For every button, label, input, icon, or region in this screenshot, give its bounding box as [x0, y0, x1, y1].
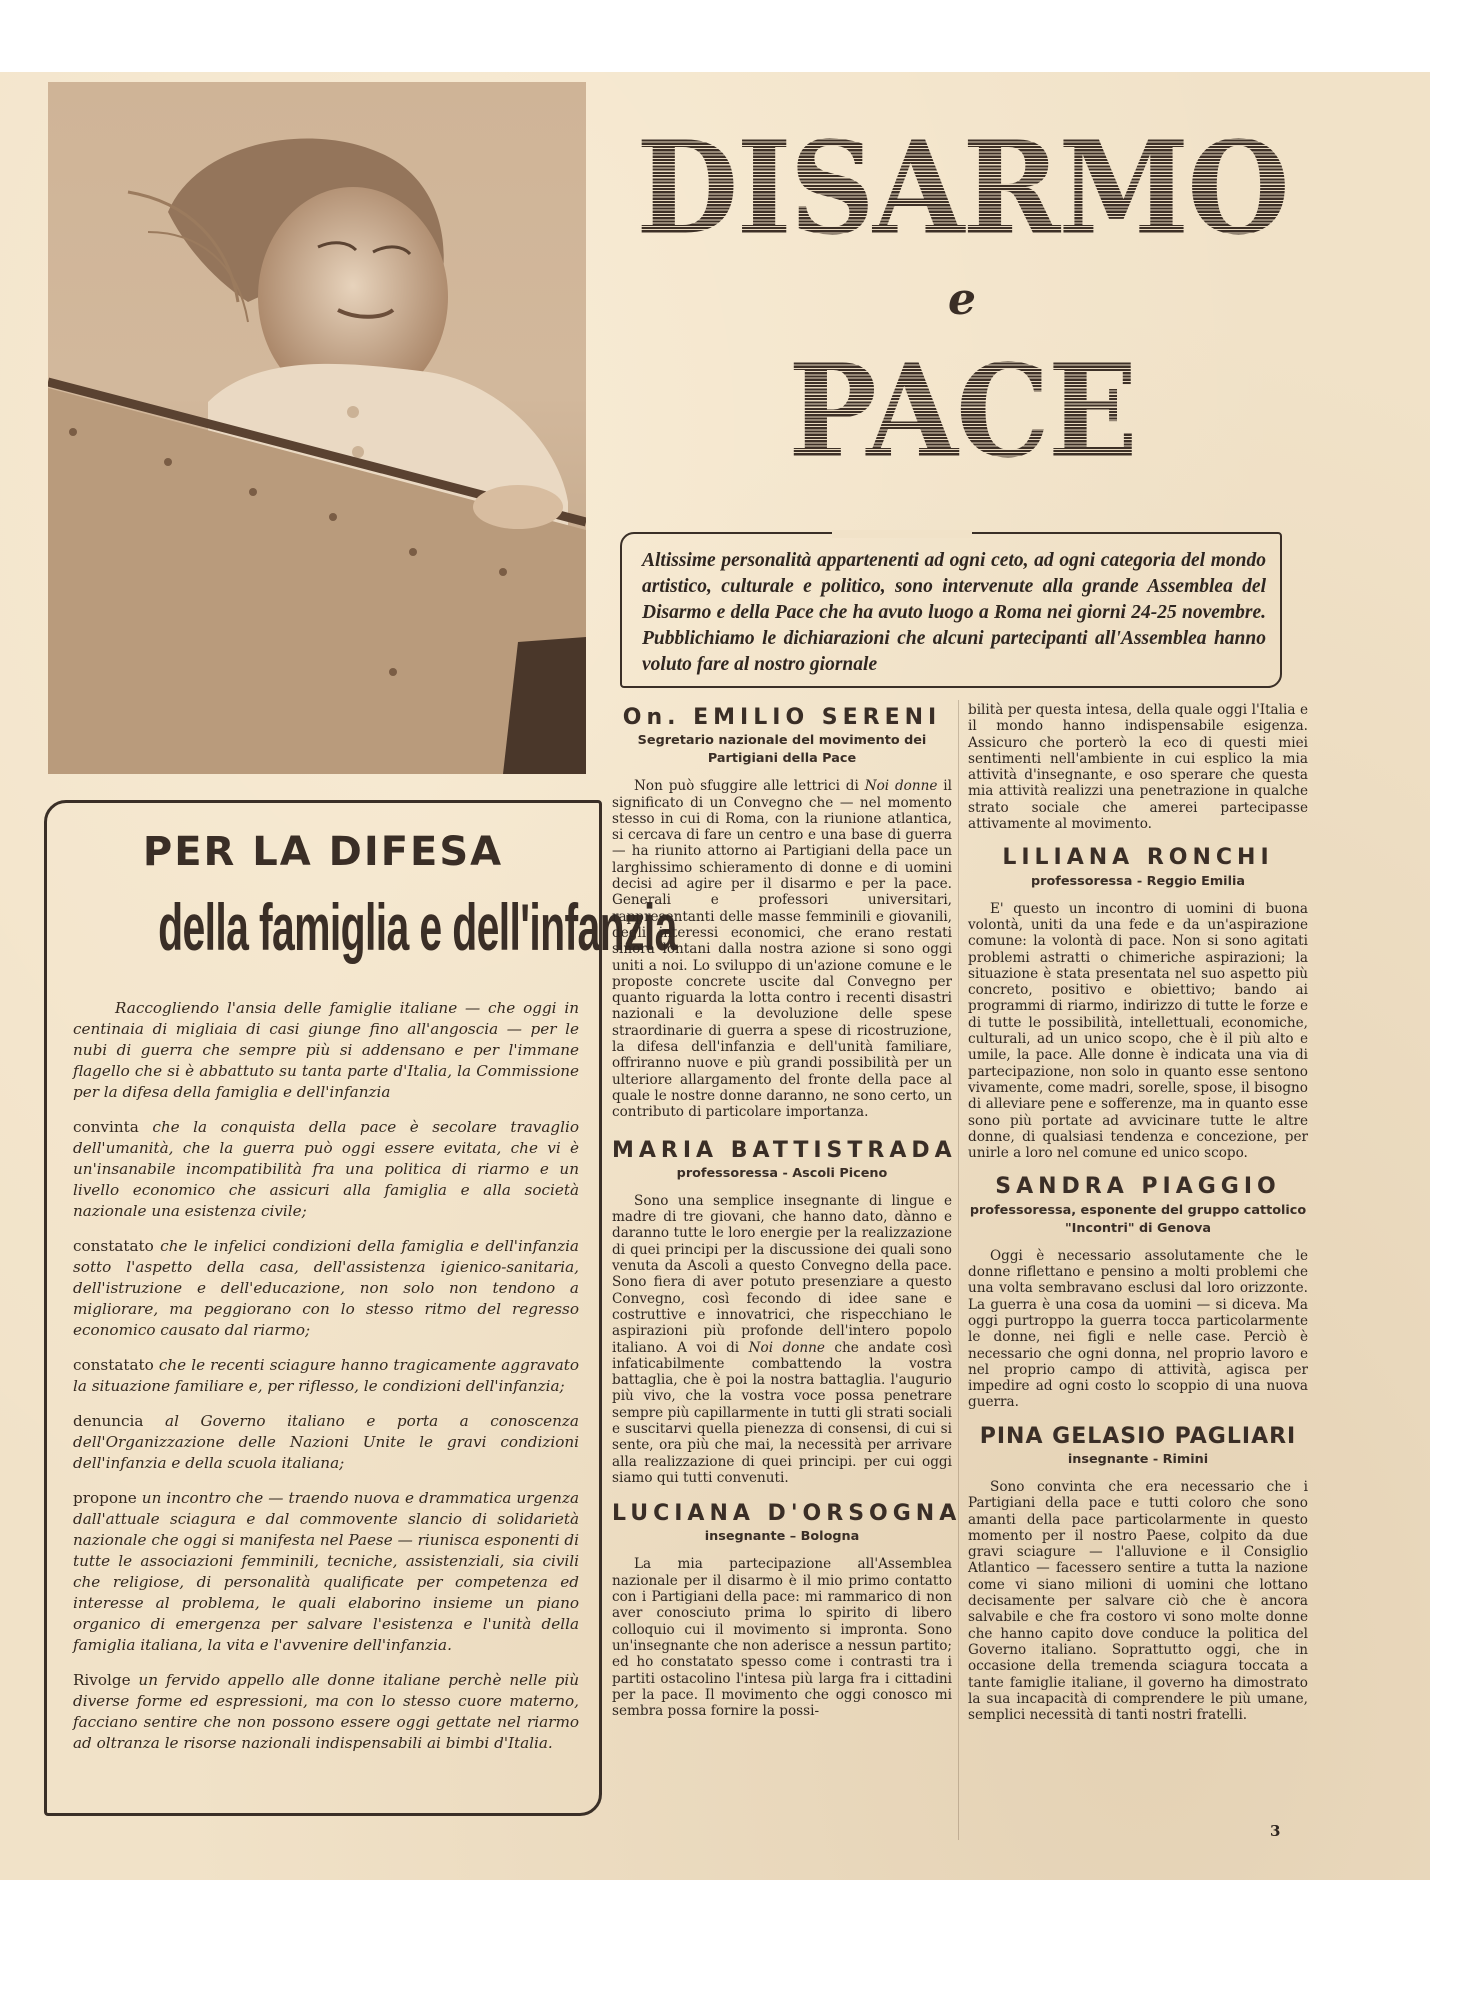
statement-text: Non può sfuggire alle lettrici di Noi donne il significato di un Convegno che — nel momento stesso in cui di Roma, con la riunione atlantica, si cercava di fare un centro e una base di guerra — ha riunito attorno ai Partigiani della pace un larghissimo schieramento di donne e di uomini decisi ad agire per il disarmo e per la pace. Generali e professori universitari, rappresentanti delle masse femminili e giovanili, degli interessi economici, che erano restati sinora lontani dalla nostra azione si sono oggi uniti a noi. Lo sviluppo di un'azione comune e le proposte concrete uscite dal Convegno per quanto riguarda la lotta contro i recenti disastri nazionali e la devoluzione delle spese straordinarie di guerra a spese di ricostruzione, la difesa dell'infanzia e dell'unità familiare, offriranno nuove e più grandi possibilità per un ulteriore allargamento del fronte della pace al quale le nostre donne daranno, ne sono certo, un contributo di particolare importanza. — [612, 778, 952, 1121]
statement-role: Segretario nazionale del movimento dei Partigiani della Pace — [637, 733, 927, 767]
headline-disarmo: DISARMO — [612, 123, 1312, 253]
statement-name: LILIANA RONCHI — [1002, 845, 1274, 871]
article-title: della famiglia e dell'infanzia — [158, 890, 677, 964]
article-paragraph: constatato che le recenti sciagure hanno tragicamente aggravato la situazione familiare e, per riflesso, le condizioni dell'infanzia; — [73, 1356, 579, 1395]
statement-role: insegnante – Bologna — [704, 1529, 860, 1545]
article-paragraph: Raccogliendo l'ansia delle famiglie italiane — che oggi in centinaia di migliaia di casi giunge fino all'angoscia — per le nubi di guerra che sempre più si addensano e per l'immane flagello che si è abbattuto su tanta parte d'Italia, la Commissione per la difesa della famiglia e dell'infanzia — [73, 999, 579, 1101]
statement-text: Sono una semplice insegnante di lingue e madre di tre giovani, che hanno dato, dànno e daranno tutte le loro energie per la realizzazione di quei principi per la discussione dei quali sono venuta da Ascoli a questo Convegno della pace. Sono fiera di aver potuto presenziare a questo Convegno, così fecondo di idee sane e costruttive e innovatrici, che rispecchiano le aspirazioni più profonde dell'intero popolo italiano. A voi di Noi donne che andate così infaticabilmente combattendo la vostra battaglia, che è poi la nostra battaglia. l'augurio più vivo, che la vostra voce possa penetrare sempre più capillarmente in tutti gli strati sociali e suscitarvi quella pienezza di consensi, di cui si sente, ora più che mai, la necessità per arrivare alla realizzazione di quei principi. per cui oggi siamo qui tutti convenuti. — [612, 1192, 952, 1486]
child-photo-illustration — [48, 82, 586, 774]
statements-column-2 — [968, 702, 1308, 1723]
statement-role: professoressa, esponente del gruppo cattolico "Incontri" di Genova — [969, 1202, 1307, 1236]
child-photo — [48, 82, 586, 774]
main-headline — [612, 112, 1312, 486]
statement-name: LUCIANA D'ORSOGNA — [612, 1501, 962, 1527]
page-number: 3 — [1270, 1822, 1281, 1840]
article-kicker: PER LA DIFESA — [142, 829, 504, 875]
statement-role: professoressa - Ascoli Piceno — [676, 1165, 888, 1181]
article-paragraph: Rivolge un fervido appello alle donne italiane perchè nelle più diverse forme ed espressioni, ma con lo stesso cuore materno, facciano sentire che non possono essere oggi gettate nel riarmo ad oltranza le risorse nazionali indispensabili ai bimbi d'Italia. — [73, 1671, 579, 1752]
family-defense-article — [44, 800, 677, 1816]
statement-name: On. EMILIO SERENI — [622, 705, 942, 730]
statement-text: Sono convinta che era necessario che i Partigiani della pace e tutti coloro che sono amanti della pace particolarmente in questo momento per il nostro Paese, colpito da due gravi sciagure — l'alluvione e il Consiglio Atlantico — facessero sentire a tutta la nazione come vi siano milioni di uomini che lottano decisamente per salvare ciò che è ancora salvabile e che fra costoro vi sono molte donne che hanno capito dove conduce la politica del Governo italiano. Soprattutto oggi, che in occasione della tremenda sciagura toccata a tante famiglie italiane, il governo ha dimostrato la sua incapacità di comprendere le più umane, semplici necessità di tanti nostri fratelli. — [968, 1478, 1308, 1724]
statement-text: La mia partecipazione all'Assemblea nazionale per il disarmo è il mio primo contatto con i Partigiani della pace: mi rammarico di non aver conosciuto prima lo spirito di libero colloquio cui il movimento si impronta. Sono un'insegnante che non aderisce a nessun partito; ed ho constatato spesso come i contrasti tra i partiti ostacolino l'intesa più larga fra i cittadini per la pace. Il movimento che oggi conosco mi sembra possa fornire la possi- — [612, 1556, 952, 1720]
statement-role: professoressa - Reggio Emilia — [1031, 873, 1245, 889]
statements-column-1 — [612, 702, 962, 1720]
intro-box-gap — [832, 530, 972, 538]
statement-role: insegnante - Rimini — [1067, 1451, 1209, 1467]
article-body — [73, 998, 579, 1768]
article-paragraph: denuncia al Governo italiano e porta a conoscenza dell'Organizzazione delle Nazioni Unite le gravi condizioni dell'infanzia e della scuola italiana; — [73, 1412, 579, 1472]
headline-pace: PACE — [612, 346, 1312, 476]
intro-box — [620, 532, 1282, 688]
headline-conjunction: e — [948, 274, 976, 325]
statement-text: E' questo un incontro di uomini di buona volontà, uniti da una fede e da un'aspirazione comune: la volontà di pace. Non si sono agitati problemi astratti o chimeriche aspirazioni; la situazione è stata presentata nel suo aspetto più concreto, positivo e obiettivo; bando ai programmi di riarmo, indirizzo di tutte le forze e di tutte le possibilità, intellettuali, economiche, culturali, ad un unico scopo, che è il più alto e umile, la pace. Alle donne è indicata una via di partecipazione, non solo in quanto esse sentono vivamente, come madri, sorelle, spose, il bisogno di alleviare pene e sofferenze, ma in quanto esse sono più portate ad avvicinare tutte le altre donne, di qualsiasi tendenza e concezione, per unirle a loro nel comune ed unico scopo. — [968, 900, 1308, 1162]
intro-text: Altissime personalità appartenenti ad ogni ceto, ad ogni categoria del mondo artistico, culturale e politico, sono intervenute alla grande Assemblea del Disarmo e della Pace che ha avuto luogo a Roma nei giorni 24-25 novembre. Pubblichiamo le dichiarazioni che alcuni partecipanti all'Assemblea hanno voluto fare al nostro giornale — [642, 550, 1266, 675]
article-paragraph: convinta che la conquista della pace è secolare travaglio dell'umanità, che la guerra può oggi essere evitata, che vi è un'insanabile incompatibilità fra una politica di riarmo e un livello economico che assicuri alla famiglia e alla società nazionale una esistenza civile; — [73, 1118, 579, 1220]
statement-name: MARIA BATTISTRADA — [612, 1137, 957, 1163]
column-divider — [958, 700, 959, 1840]
statement-name: PINA GELASIO PAGLIARI — [979, 1423, 1297, 1449]
article-paragraph: propone un incontro che — traendo nuova e drammatica urgenza dall'attuale sciagura e dal commovente slancio di solidarietà nazionale che oggi si manifesta nel Paese — riunisca esponenti di tutte le associazioni femminili, tecniche, assistenziali, sia civili che religiose, di personalità qualificate per competenza ed interesse al problema, le quali elaborino insieme un piano organico di emergenza per salvare l'esistenza e l'unità della famiglia italiana, la vita e l'avvenire dell'infanzia. — [73, 1489, 579, 1654]
statement-name: SANDRA PIAGGIO — [995, 1174, 1281, 1200]
article-paragraph: constatato che le infelici condizioni della famiglia e dell'infanzia sotto l'aspetto della casa, dell'assistenza igienico-sanitaria, dell'istruzione e dell'educazione, non solo non tendono a migliorare, ma peggiorano con lo stesso ritmo del regresso economico causato dal riarmo; — [73, 1237, 579, 1339]
statement-continuation: bilità per questa intesa, della quale oggi l'Italia e il mondo hanno indispensabile esigenza. Assicuro che porterò la eco di questi miei sentimenti nell'ambiente in cui esplico la mia attività d'insegnante, e oso sperare che questa mia attività realizzi una penetrazione in qualche strato sociale che amerei partecipasse attivamente al movimento. — [968, 702, 1308, 833]
statement-text: Oggi è necessario assolutamente che le donne riflettano e pensino a molti problemi che una volta sembravano esclusi dal loro orizzonte. La guerra è una cosa da uomini — si diceva. Ma oggi purtroppo la guerra tocca particolarmente le donne, nei figli e nelle case. Perciò è necessario che ogni donna, nel proprio lavoro e nel proprio campo di attività, agisca per impedire ad ogni costo lo scoppio di una nuova guerra. — [968, 1247, 1308, 1411]
